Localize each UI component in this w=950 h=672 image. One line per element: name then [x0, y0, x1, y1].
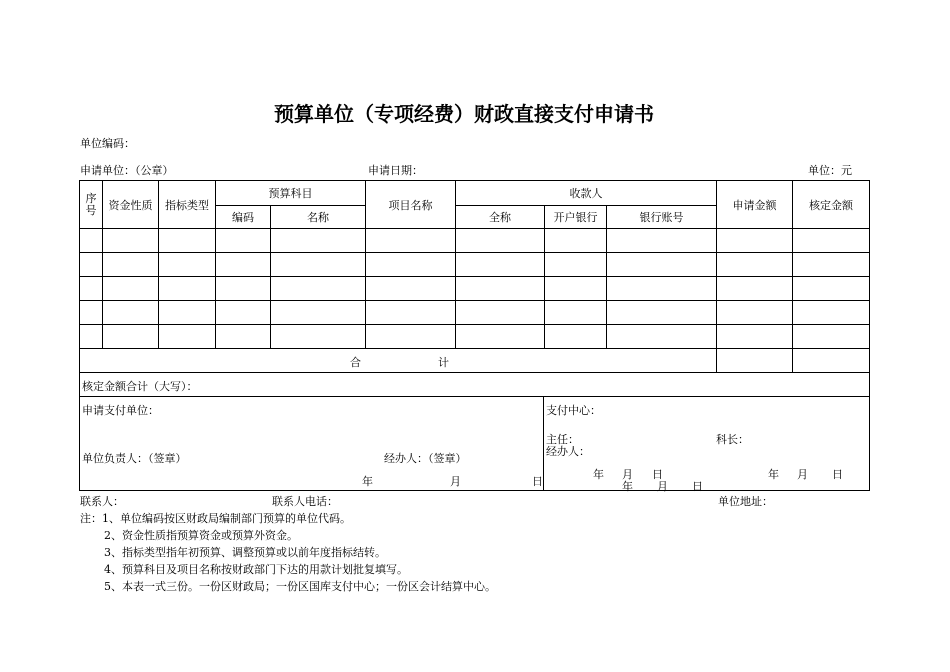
director-label: 主任：	[546, 433, 579, 446]
pay-center-label: 支付中心：	[546, 404, 601, 417]
header-seq: 序号	[85, 191, 97, 217]
row-line	[79, 348, 870, 349]
table-border-bottom	[79, 490, 870, 491]
date-day: 日	[532, 475, 543, 488]
director-date-month: 月	[622, 468, 633, 481]
apply-pay-unit-label: 申请支付单位：	[82, 404, 159, 417]
contact-label: 联系人：	[80, 495, 124, 508]
note-item: 注：1、单位编码按区财政局编制部门预算的单位代码。	[80, 512, 351, 525]
row-line	[79, 372, 870, 373]
handler-sign-label: 经办人：（签章）	[384, 452, 467, 465]
row-line	[79, 252, 870, 253]
director-date-day: 日	[652, 468, 663, 481]
applicant-label: 申请单位：（公章）	[80, 164, 174, 177]
handler-date-year: 年	[622, 480, 633, 493]
handler-date-day: 日	[692, 480, 703, 493]
note-item: 4、预算科目及项目名称按财政部门下达的用款计划批复填写。	[104, 563, 408, 576]
header-payee: 收款人	[569, 187, 603, 200]
contact-phone-label: 联系人电话：	[272, 495, 338, 508]
header-account: 银行账号	[639, 211, 684, 224]
row-line	[79, 276, 870, 277]
header-fund-nature: 资金性质	[108, 198, 153, 212]
header-indicator-type: 指标类型	[165, 198, 209, 212]
header-code: 编码	[232, 211, 254, 224]
chief-date-month: 月	[797, 468, 808, 481]
unit-code-label: 单位编码：	[80, 137, 135, 150]
chief-date-year: 年	[768, 468, 779, 481]
header-budget-subject: 预算科目	[268, 187, 313, 200]
total-label-1: 合	[350, 356, 361, 369]
table-border-right	[869, 180, 870, 491]
currency-unit-label: 单位：元	[808, 164, 852, 177]
director-date-year: 年	[593, 468, 604, 481]
note-item: 3、指标类型指年初预算、调整预算或以前年度指标结转。	[104, 546, 386, 559]
header-bank: 开户银行	[553, 211, 598, 224]
handler-date-month: 月	[657, 480, 668, 493]
signature-divider	[543, 396, 544, 490]
header-full-name: 全称	[489, 211, 511, 224]
page-title: 预算单位（专项经费）财政直接支付申请书	[274, 102, 654, 126]
apply-date-label: 申请日期：	[368, 164, 423, 177]
note-item: 5、本表一式三份。一份区财政局；一份区国库支付中心；一份区会计结算中心。	[104, 580, 496, 593]
note-item: 2、资金性质指预算资金或预算外资金。	[104, 529, 298, 542]
date-year: 年	[362, 475, 373, 488]
handler-label: 经办人：	[546, 445, 590, 458]
header-project-name: 项目名称	[388, 198, 433, 212]
date-month: 月	[450, 475, 461, 488]
row-line	[79, 228, 870, 229]
row-line	[79, 300, 870, 301]
approved-total-label: 核定金额合计（大写）：	[82, 380, 198, 393]
header-apply-amount: 申请金额	[732, 198, 777, 212]
total-label-2: 计	[438, 356, 449, 369]
chief-date-day: 日	[832, 468, 843, 481]
address-label: 单位地址：	[718, 495, 773, 508]
header-approved-amount: 核定金额	[809, 198, 853, 212]
section-chief-label: 科长：	[716, 433, 749, 446]
row-line	[79, 396, 870, 397]
unit-head-label: 单位负责人：（签章）	[82, 452, 187, 465]
row-line	[79, 324, 870, 325]
header-name: 名称	[307, 211, 329, 224]
